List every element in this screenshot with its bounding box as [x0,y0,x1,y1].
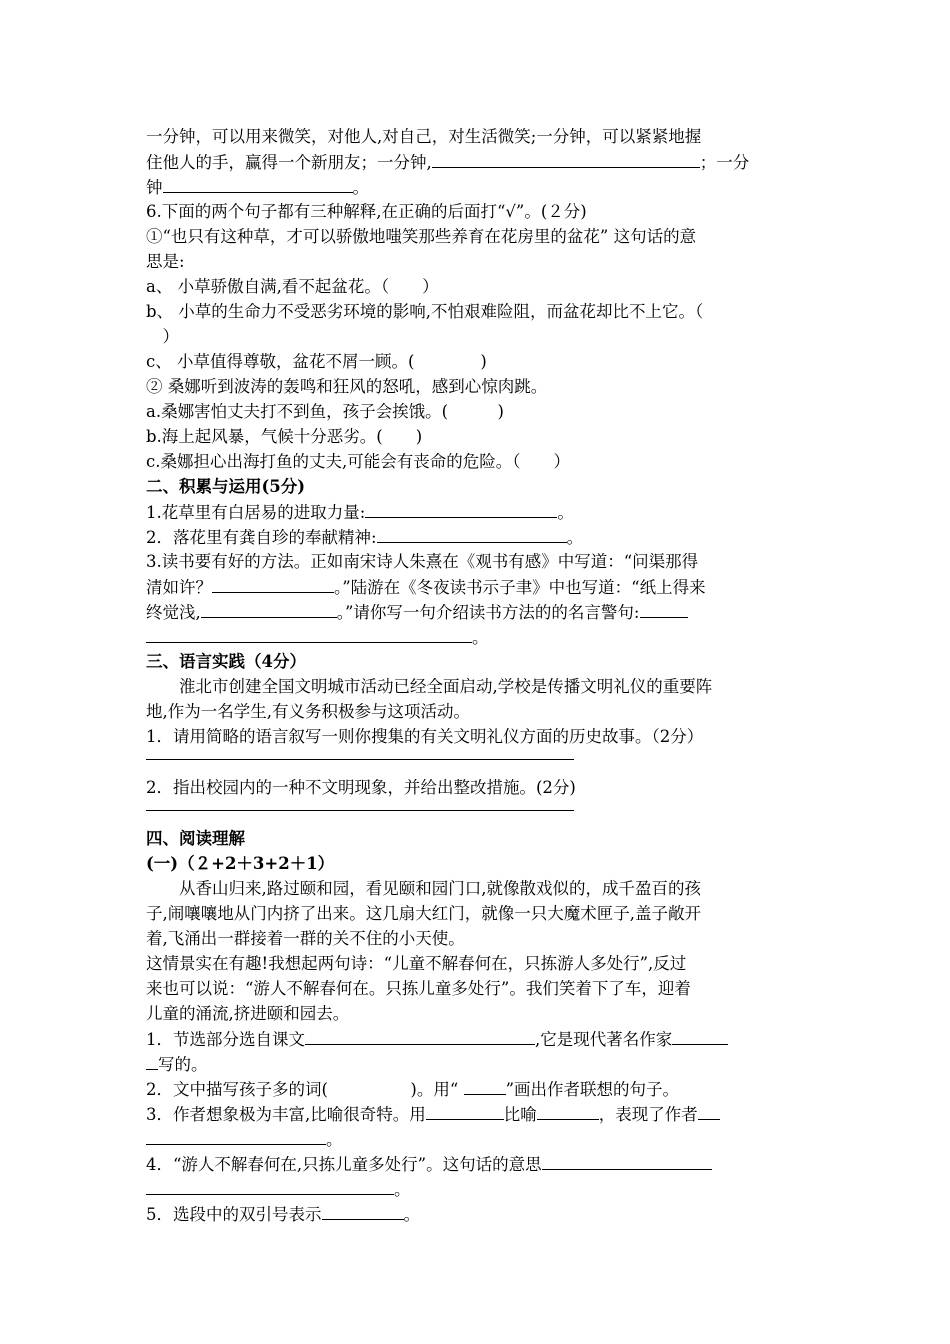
text-line [146,876,806,901]
fill-blank[interactable] [146,624,472,643]
line-text: 2．文中描写孩子多的词( )。用“ [146,1080,464,1099]
line-text: 。 [394,1180,411,1199]
line-text: 。”请你写一句介绍读书方法的的名言警句: [336,603,640,622]
line-text: c、 小草值得尊敬，盆花不屑一顾。( ) [146,352,487,371]
section-heading [146,851,806,876]
line-text: 比喻 [503,1105,537,1124]
fill-blank[interactable] [305,1026,535,1045]
line-text: b.海上起风暴，气候十分恶劣。( ) [146,427,423,446]
text-line [146,1201,806,1226]
text-line [146,1076,806,1101]
text-line [146,574,806,599]
line-text: ；一分 [699,153,750,172]
line-text: (一)（２+2＋3+2＋1） [146,854,335,873]
line-text: 清如许？ [146,578,212,597]
line-text: 四、阅读理解 [146,829,245,848]
fill-blank[interactable] [426,1101,504,1120]
line-text: a、 小草骄傲自满,看不起盆花。（ ） [146,277,439,296]
line-text: 。 [566,528,584,547]
text-line [146,149,806,174]
fill-blank[interactable] [146,1051,158,1070]
line-text: 地,作为一名学生,有义务积极参与这项活动。 [146,702,470,721]
line-text: 来也可以说：“游人不解春何在。只拣儿童多处行”。我们笑着下了车，迎着 [146,979,691,998]
line-text: 子,闹嚷嚷地从门内挤了出来。这几扇大红门，就像一只大魔术匣子,盖子敞开 [146,904,701,923]
fill-blank[interactable] [432,149,700,168]
line-text: 1．请用简略的语言叙写一则你搜集的有关文明礼仪方面的历史故事。（2分） [146,727,704,746]
line-text: 。”陆游在《冬夜读书示子聿》中也写道：“纸上得来 [334,578,706,597]
text-line [146,599,806,624]
line-text: 三、语言实践（4分） [146,652,306,671]
text-line [146,1101,806,1126]
line-text: 一分钟，可以用来微笑，对他人,对自己，对生活微笑;一分钟，可以紧紧地握 [146,127,702,146]
text-line [146,174,806,199]
line-text: c.桑娜担心出海打鱼的丈夫,可能会有丧命的危险。（ ） [146,452,570,471]
fill-blank[interactable] [537,1101,599,1120]
line-text: 5．选段中的双引号表示 [146,1205,322,1224]
line-text: a.桑娜害怕丈夫打不到鱼，孩子会挨饿。( ) [146,402,504,421]
text-line [146,724,806,749]
text-line [146,1051,806,1076]
line-text: 2．落花里有龚自珍的奉献精神: [146,528,377,547]
section-heading [146,649,806,674]
text-line [146,349,806,374]
text-line [146,1126,806,1151]
text-line [146,399,806,424]
text-line [146,926,806,951]
text-line [146,1151,806,1176]
line-text: ） [146,327,179,346]
line-text: 。 [326,1130,343,1149]
fill-blank[interactable] [640,599,688,618]
fill-blank[interactable] [672,1026,728,1045]
text-line [146,524,806,549]
line-text: 。 [557,503,574,522]
document-page [146,124,806,1226]
line-text: 4．“游人不解春何在,只拣儿童多处行”。这句话的意思 [146,1155,542,1174]
line-text: ② 桑娜听到波涛的轰鸣和狂风的怒吼，感到心惊肉跳。 [146,377,548,396]
line-text: 写的。 [158,1055,208,1074]
text-line [146,299,806,324]
fill-blank[interactable] [377,524,567,543]
fill-blank[interactable] [464,1076,506,1095]
line-text: 儿童的涌流,挤进颐和园去。 [146,1004,350,1023]
line-text: ，表现了作者 [598,1105,698,1124]
line-text: 3.读书要有好的方法。正如南宋诗人朱熹在《观书有感》中写道：“问渠那得 [146,552,699,571]
text-line [146,1001,806,1026]
text-line [146,124,806,149]
text-line [146,674,806,699]
fill-blank[interactable] [698,1101,720,1120]
text-line [146,699,806,724]
text-line [146,199,806,224]
line-text: 住他人的手，赢得一个新朋友；一分钟, [146,153,432,172]
text-line [146,775,806,800]
text-line [146,374,806,399]
text-line [146,1176,806,1201]
line-text: 2．指出校园内的一种不文明现象，并给出整改措施。(2分) [146,778,576,797]
line-text: 。 [472,628,489,647]
line-text: 思是: [146,252,185,271]
fill-blank[interactable] [542,1151,712,1170]
answer-line[interactable] [146,800,574,811]
text-line [146,549,806,574]
fill-blank[interactable] [365,499,557,518]
line-text: 着,飞涌出一群接着一群的关不住的小天使。 [146,929,465,948]
fill-blank[interactable] [146,1126,326,1145]
line-text: 。 [403,1205,420,1224]
line-text: ①“也只有这种草，才可以骄傲地嗤笑那些养育在花房里的盆花” 这句话的意 [146,227,697,246]
line-text: b、 小草的生命力不受恶劣环境的影响,不怕艰难险阻，而盆花却比不上它。（ [146,302,704,321]
fill-blank[interactable] [322,1201,404,1220]
text-line [146,274,806,299]
text-line [146,624,806,649]
line-text: 1.花草里有白居易的进取力量: [146,503,366,522]
text-line [146,901,806,926]
text-line [146,324,806,349]
line-text: 钟 [146,178,163,197]
line-text: 。 [352,178,369,197]
line-text: 3．作者想象极为丰富,比喻很奇特。用 [146,1105,426,1124]
text-line [146,1026,806,1051]
line-text: 淮北市创建全国文明城市活动已经全面启动,学校是传播文明礼仪的重要阵 [179,677,713,696]
text-line [146,249,806,274]
text-line [146,449,806,474]
line-text: ”画出作者联想的句子。 [505,1080,679,1099]
section-heading [146,474,806,499]
line-text: 二、积累与运用(5分) [146,477,306,496]
line-text: 这情景实在有趣!我想起两句诗：“儿童不解春何在，只拣游人多处行”,反过 [146,954,687,973]
line-text: 1．节选部分选自课文 [146,1030,305,1049]
line-text: 从香山归来,路过颐和园，看见颐和园门口,就像散戏似的，成千盈百的孩 [179,879,701,898]
fill-blank[interactable] [201,599,337,618]
fill-blank[interactable] [146,1176,394,1195]
fill-blank[interactable] [212,574,334,593]
text-line [146,424,806,449]
text-line [146,976,806,1001]
line-text: 6.下面的两个句子都有三种解释,在正确的后面打“√”。(２分) [146,202,587,221]
text-line [146,499,806,524]
line-text: 终觉浅, [146,603,201,622]
line-text: ,它是现代著名作家 [535,1030,673,1049]
answer-line[interactable] [146,749,574,760]
text-line [146,951,806,976]
fill-blank[interactable] [163,174,353,193]
text-line [146,224,806,249]
section-heading [146,826,806,851]
